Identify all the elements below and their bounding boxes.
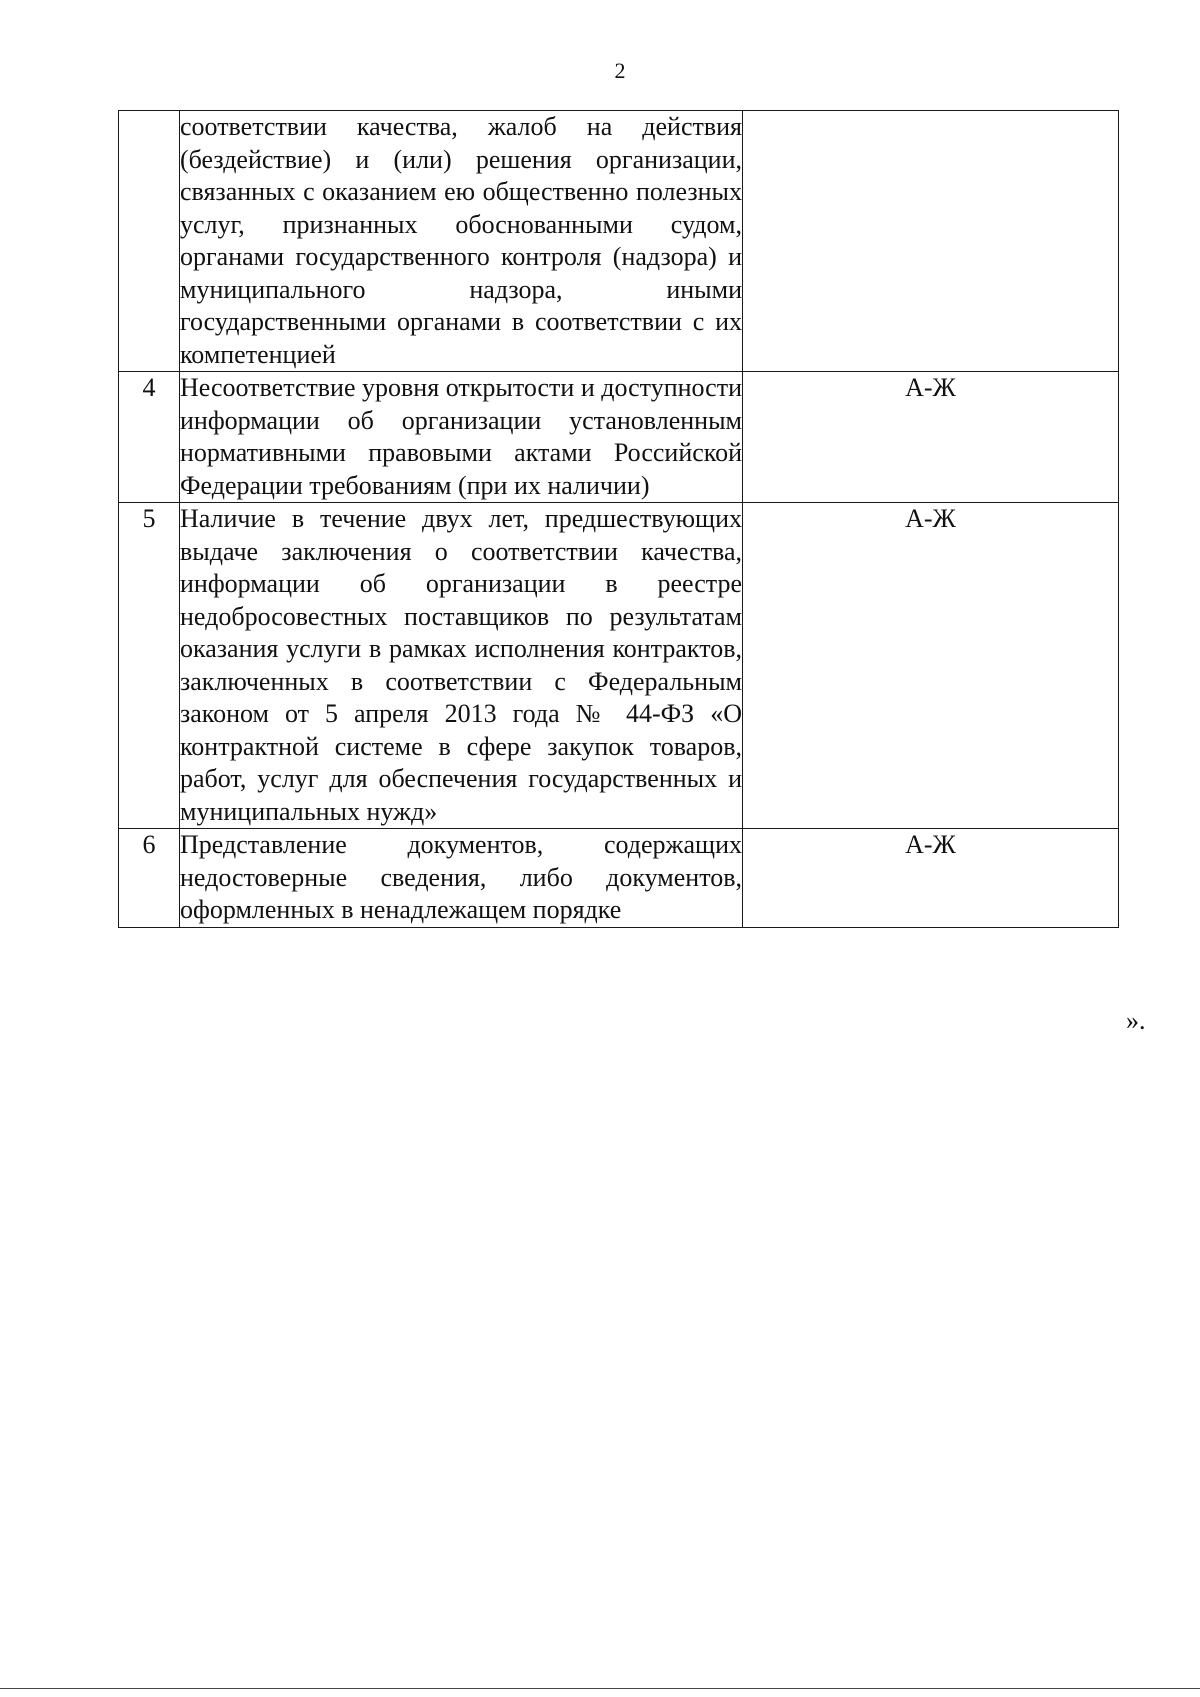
row-criterion-text: Наличие в течение двух лет, предшествующих выдаче заключения о соответствии качества, информации об организации в реестре недобросовестных поставщиков по результатам оказания услуги в рамках исполнения контрактов, заключенных в соответствии с Федеральным законом от 5 апреля 2013 года № 44-ФЗ «О контрактной системе в сфере закупок товаров, работ, услуг для обеспечения государственных и муниципальных нужд»	[180, 503, 743, 829]
row-number: 6	[119, 829, 180, 928]
table-row	[119, 503, 1119, 829]
row-number: 5	[119, 503, 180, 829]
row-number	[119, 111, 180, 372]
closing-quote: ».	[1126, 1006, 1146, 1035]
table-row	[119, 829, 1119, 928]
row-criterion-text: Несоответствие уровня открытости и доступности информации об организации установленным нормативными правовыми актами Российской Федерации требованиям (при их наличии)	[180, 372, 743, 503]
row-criterion-text: соответствии качества, жалоб на действия (бездействие) и (или) решения организации, связанных с оказанием ею общественно полезных услуг, признанных обоснованными судом, органами государственного контроля (надзора) и муниципального надзора, иными государственными органами в соответствии с их компетенцией	[180, 111, 743, 372]
table-row	[119, 372, 1119, 503]
row-code: А-Ж	[743, 829, 1119, 928]
row-criterion-text: Представление документов, содержащих недостоверные сведения, либо документов, оформленных в ненадлежащем порядке	[180, 829, 743, 928]
row-code: А-Ж	[743, 503, 1119, 829]
page-number: 2	[614, 58, 626, 83]
bottom-rule	[0, 1688, 1200, 1689]
row-number: 4	[119, 372, 180, 503]
table-row	[119, 111, 1119, 372]
row-code: А-Ж	[743, 372, 1119, 503]
row-code	[743, 111, 1119, 372]
criteria-table	[118, 110, 1119, 928]
